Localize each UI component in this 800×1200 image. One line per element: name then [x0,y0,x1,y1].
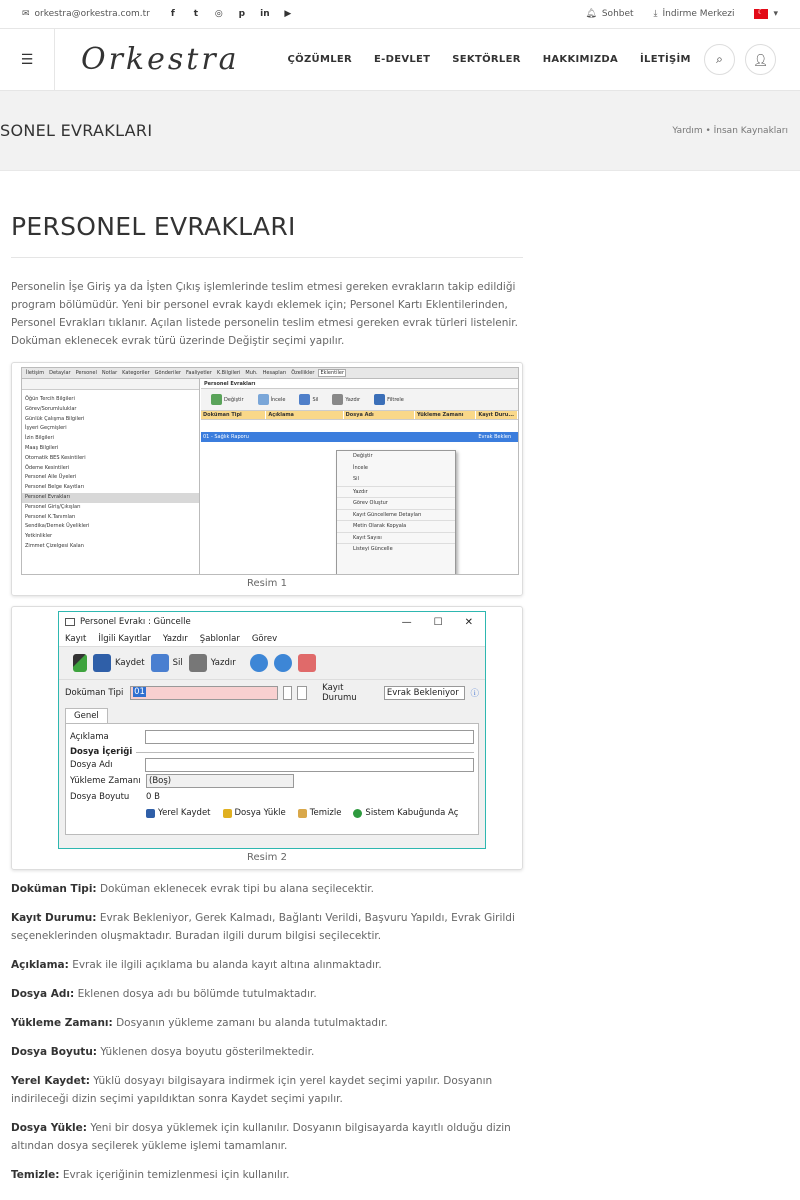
list-item: İzin Bilgileri [25,435,54,442]
list-item: Personel Belge Kayıtları [25,484,85,491]
chat-label: Sohbet [601,9,634,19]
nav-item-contact[interactable]: İLETİŞİM [640,54,691,65]
search-icon: ⌕ [716,52,723,66]
banner-title: SONEL EVRAKLARI [0,121,153,140]
inspect-icon [258,394,269,405]
s2-tool-label: Kaydet [115,658,145,668]
context-menu-item: Metin Olarak Kopyala [337,520,455,532]
intro-paragraph: Personelin İşe Giriş ya da İşten Çıkış işlemlerinde teslim etmesi gereken evrakların takip edildiği program bölümüdür. Yeni bir personel evrak kaydı eklemek için; Personel Kartı Eklentilerinden, Personel Evrakları tıklanır. Açılan listede personelin teslim etmesi gereken evrak türleri listelenir. Doküman eklenecek evrak türü üzerinde Değiştir seçimi yapılır. [11,281,518,347]
context-menu-item: Değiştir [353,453,373,459]
context-menu-item: Yazdır [337,486,455,498]
s2-menu-item: İlgili Kayıtlar [98,634,151,644]
s1-left-list [22,379,200,574]
table-cell: Evrak Beklen [478,434,512,440]
context-menu-item: Kayıt Sayısı [337,532,455,544]
email-link[interactable] [22,9,150,19]
action-label: Sistem Kabuğunda Aç [365,808,459,818]
section-title: Dosya İçeriği [70,747,133,757]
s1-tab: K.Bilgileri [216,370,241,376]
description-text: Doküman eklenecek evrak tipi bu alana seçilecektir. [99,883,374,895]
user-icon: 👤︎ [752,52,769,67]
facebook-icon[interactable]: f [170,9,175,19]
email-text: orkestra@orkestra.com.tr [34,9,150,19]
caret-down-icon: ▾ [773,9,778,19]
mail-icon: ✉ [22,9,30,19]
list-item: Görev/Sorumluluklar [25,405,77,412]
main-header [0,29,800,91]
description-label: Açıklama [70,732,109,742]
youtube-icon[interactable]: ▶ [284,9,292,19]
table-row [201,432,518,442]
search-button[interactable] [704,44,735,75]
description-item [11,1014,523,1032]
s1-tab: Hesapları [262,370,287,376]
status-value: Evrak Bekleniyor [386,688,459,698]
figure-1 [11,362,523,596]
status-label: Kayıt Durumu [322,683,357,703]
description-term: Dosya Boyutu: [11,1046,97,1058]
clear-button [297,686,307,700]
download-label: İndirme Merkezi [662,9,735,19]
s1-tab: Detaylar [49,370,71,376]
s2-general-panel [65,723,479,835]
description-term: Kayıt Durumu: [11,912,97,924]
list-item: Personel Giriş/Çıkışları [25,503,81,510]
context-menu-item: İncele [353,464,368,471]
s1-tab: Faaliyetler [185,370,212,376]
doc-type-value: 01 [134,687,145,697]
description-item [11,880,523,898]
s2-menu-item: Şablonlar [199,634,240,644]
s2-menu-item: Yazdır [162,634,188,644]
upload-time-select [146,774,294,788]
doc-type-label: Doküman Tipi [65,688,124,698]
nav-item-about[interactable]: HAKKIMIZDA [542,54,619,65]
s1-tab: Notlar [101,370,118,376]
language-selector[interactable] [754,9,778,19]
s2-window-title: Personel Evrakı : Güncelle [80,617,191,627]
download-center-link[interactable] [654,9,735,19]
s2-toolbar [59,646,485,680]
list-item: Yetkinlikler [25,533,53,540]
action-label: Yerel Kaydet [158,808,211,818]
doc-type-field [130,686,278,700]
article [11,212,523,1195]
s1-toolbar [201,389,518,411]
tab-general: Genel [65,708,108,723]
list-item: Zimmet Çizelgesi Kalan [25,542,84,549]
print-icon [332,394,343,405]
browse-button [283,686,293,700]
s1-tab: İletişim [26,370,45,376]
s1-tab: Personel [75,370,97,376]
top-bar [0,0,800,29]
info-icon: ⓘ [470,689,479,699]
action-label: Temizle [309,808,342,818]
description-term: Açıklama: [11,959,69,971]
clean-icon [298,809,307,818]
file-size-value: 0 B [146,792,160,802]
s1-tool: Yazdır [345,396,361,403]
s1-left-toolbar [22,379,199,390]
list-item: Otomatik BES Kesintileri [25,454,86,461]
pinterest-icon[interactable]: p [238,9,246,19]
description-item [11,1166,523,1184]
hamburger-icon: ☰ [20,51,34,68]
s2-tool-label: Yazdır [210,658,236,668]
print-icon [189,654,207,672]
edit-icon [211,394,222,405]
user-button[interactable] [745,44,776,75]
list-item: Ödeme Kesintileri [25,464,70,471]
breadcrumb: Yardım • İnsan Kaynakları [672,125,788,136]
column-header: Dosya Adı [344,411,415,419]
s1-grid-header [201,411,518,420]
s1-tool: Değiştir [224,396,244,403]
description-text: Yüklenen dosya boyutu gösterilmektedir. [100,1046,315,1058]
maximize-icon: ☐ [433,616,443,628]
hamburger-menu-button[interactable] [0,29,55,91]
context-menu-item: Listeyi Güncelle [337,543,455,555]
description-term: Doküman Tipi: [11,883,97,895]
turkey-flag-icon [754,9,768,19]
bell-icon: 🔔︎ [585,9,597,19]
column-header: Kayıt Duru... [476,411,518,419]
delete-icon [151,654,169,672]
file-size-label: Dosya Boyutu [70,792,130,802]
list-item: Maaş Bilgileri [25,444,59,451]
description-item [11,956,523,974]
description-item [11,985,523,1003]
list-item-selected: Personel Evrakları [22,493,199,503]
description-term: Yerel Kaydet: [11,1075,90,1087]
description-text: Yüklü dosyayı bilgisayara indirmek için yerel kaydet seçimi yapılır. Dosyanın indirileceği dizin seçimi yapıldıktan sonra Kaydet seçimi yapılır. [11,1075,493,1105]
s1-tab: Kategoriler [122,370,150,376]
table-cell: 01 - Sağlık Raporu [203,434,249,440]
action-label: Dosya Yükle [234,808,286,818]
description-text: Evrak Bekleniyor, Gerek Kalmadı, Bağlantı Verildi, Başvuru Yapıldı, Evrak Girildi seçeneklerinden oluşmaktadır. Buradan ilgili durum bilgisi seçilecektir. [11,912,515,942]
nav-item-solutions[interactable]: ÇÖZÜMLER [287,54,353,65]
description-text: Yeni bir dosya yüklemek için kullanılır. Dosyanın bilgisayarda kayıtlı olduğu dizin altından dosya seçilerek yükleme işlemi tamamlanır. [11,1122,511,1152]
upload-time-value: (Boş) [149,776,172,786]
description-field [145,730,474,744]
context-menu-item: Sil [353,476,359,482]
arrow-up-icon [250,654,268,672]
figure-caption: Resim 2 [247,852,287,863]
column-header: Yükleme Zamanı [415,411,476,419]
file-name-label: Dosya Adı [70,760,113,770]
status-select [384,686,466,700]
social-links [168,9,293,19]
description-term: Dosya Adı: [11,988,75,1000]
figure-2 [11,606,523,870]
filter-icon [374,394,385,405]
list-item: Sendika/Dernek Üyelikleri [25,523,90,530]
description-item [11,909,523,945]
s1-context-menu [336,450,456,575]
description-item [11,1119,523,1155]
s2-titlebar [59,612,485,632]
description-item [11,1043,523,1061]
list-item: Günlük Çalışma Bilgileri [25,415,85,422]
column-header: Açıklama [266,411,343,419]
arrow-down-icon [274,654,292,672]
field-descriptions [11,880,523,1184]
instagram-icon[interactable]: ◎ [214,9,223,19]
nav-item-e-devlet[interactable]: E-DEVLET [374,54,431,65]
chat-link[interactable] [585,9,633,19]
screenshot-1 [21,367,519,575]
description-term: Dosya Yükle: [11,1122,87,1134]
table-cell [344,432,415,442]
page-banner [0,91,800,171]
open-shell-icon [353,809,362,818]
s1-tab-active: Eklentiler [320,370,344,376]
download-icon: ⤓ [653,9,658,19]
main-nav [288,54,691,65]
linkedin-icon[interactable]: in [260,9,270,19]
file-content-section [70,746,474,758]
window-icon [65,618,75,626]
list-item: Personel K.Tanımları [25,513,76,520]
figure-caption: Resim 1 [247,578,287,589]
s2-tool-label: Sil [172,658,183,668]
s1-tab: Özellikler [291,370,315,376]
file-name-field [145,758,474,772]
list-item: Personel Aile Üyeleri [25,474,77,481]
list-item: Öğün Tercih Bilgileri [25,396,75,402]
save-icon [93,654,111,672]
s1-tool: İncele [270,396,286,403]
twitter-icon[interactable]: t [193,9,199,19]
description-text: Evrak ile ilgili açıklama bu alanda kayıt altına alınmaktadır. [72,959,382,971]
nav-item-sectors[interactable]: SEKTÖRLER [452,54,521,65]
table-cell [415,432,476,442]
s1-tab: Gönderiler [154,370,181,376]
description-term: Yükleme Zamanı: [11,1017,113,1029]
upload-icon [223,809,232,818]
delete-icon [299,394,310,405]
screenshot-2 [58,611,486,849]
column-header: Doküman Tipi [201,411,266,419]
close-icon: ✕ [464,616,473,628]
s1-tool: Sil [312,396,319,403]
approve-icon [298,654,316,672]
context-menu-item: Kayıt Güncelleme Detayları [337,509,455,521]
upload-time-label: Yükleme Zamanı [70,776,141,786]
description-text: Dosyanın yükleme zamanı bu alanda tutulmaktadır. [116,1017,388,1029]
list-item: İşyeri Geçmişleri [25,425,67,432]
logo[interactable]: Orkestra [81,42,240,77]
minimize-icon: — [401,616,412,628]
s2-menu-item: Görev [251,634,278,644]
description-item [11,1072,523,1108]
local-save-icon [146,809,155,818]
s1-tool: Filtrele [387,396,404,403]
new-record-icon [73,654,87,672]
context-menu-item: Görev Oluştur [337,497,455,509]
table-cell [266,432,343,442]
description-text: Eklenen dosya adı bu bölümde tutulmaktadır. [77,988,317,1000]
description-term: Temizle: [11,1169,60,1181]
s1-tab: Muh. [245,370,258,376]
s2-menubar [59,632,485,646]
s1-panel-title: Personel Evrakları [201,379,518,389]
description-text: Evrak içeriğinin temizlenmesi için kullanılır. [62,1169,290,1181]
page-title: PERSONEL EVRAKLARI [11,212,523,258]
s2-menu-item: Kayıt [65,634,87,644]
s1-tab-strip [22,368,518,379]
